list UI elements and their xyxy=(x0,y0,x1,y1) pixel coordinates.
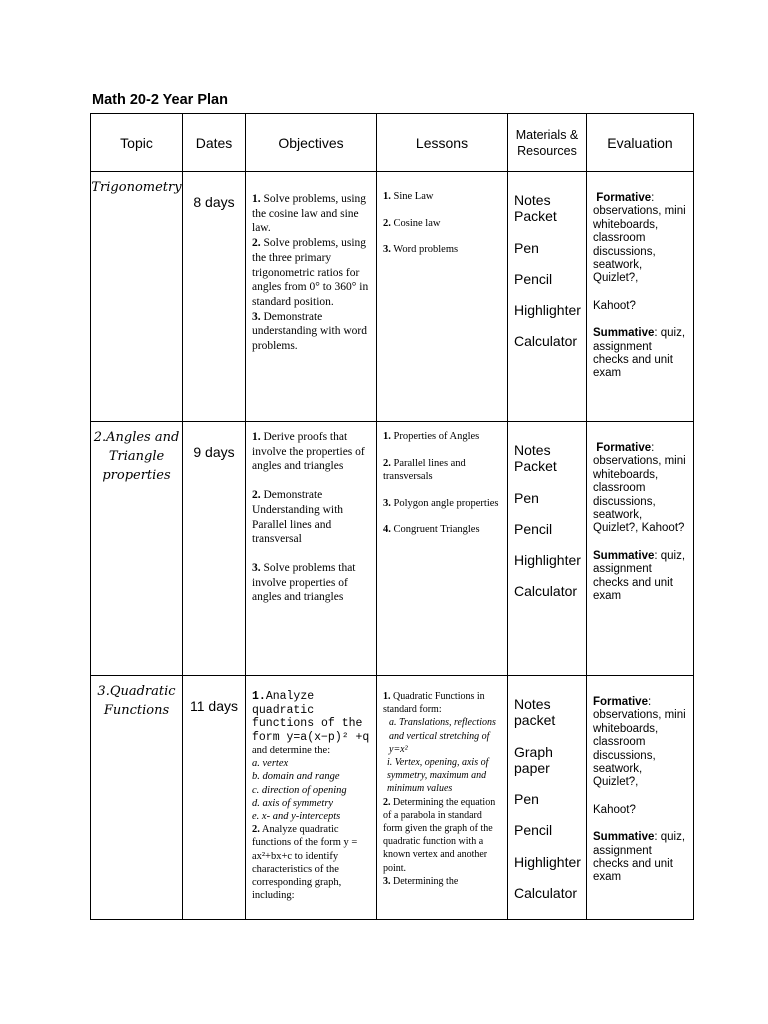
dates-cell: 8 days xyxy=(183,172,246,422)
dates-cell: 11 days xyxy=(183,676,246,920)
lesson-item: 1. Quadratic Functions in standard form: xyxy=(383,691,485,716)
summative-label: Summative xyxy=(593,327,655,340)
materials-cell xyxy=(508,172,587,422)
evaluation-cell xyxy=(587,172,694,422)
header-objectives: Objectives xyxy=(246,114,377,172)
objectives-cell: 1.Analyze quadratic functions of the form y=a(x−p)² +q and determine the: a. vertex b. domain and range c. direction of opening d. axis of symmetry e. x- and y-intercepts 2. Analyze quadratic functions of the form y = ax²+bx+c to identify characteristics of the corresponding graph, including: xyxy=(246,676,377,920)
formative-label: Formative xyxy=(596,192,652,204)
objective-item: 2. Analyze quadratic functions of the form y = ax²+bx+c to identify characteristics of the corresponding graph, including: xyxy=(252,824,358,902)
table-row xyxy=(91,676,694,920)
lesson-item: 4. Congruent Triangles xyxy=(383,524,480,535)
material-item: Pencil xyxy=(514,520,553,537)
objective-item: 2. Solve problems, using the three primary trigonometric ratios for angles from 0° to 360° in standard position. xyxy=(252,237,369,308)
evaluation-extra: Kahoot? xyxy=(593,299,636,312)
materials-cell xyxy=(508,676,587,920)
material-item: Highlighter xyxy=(514,302,581,319)
material-item: Calculator xyxy=(514,333,578,350)
evaluation-cell xyxy=(587,422,694,676)
materials-cell xyxy=(508,422,587,676)
objective-item: 3. Solve problems that involve properties of angles and triangles xyxy=(252,561,356,604)
material-item: Pen xyxy=(514,791,539,808)
evaluation-cell xyxy=(587,676,694,920)
summative-text: Summative: quiz, assignment checks and unit exam xyxy=(593,327,686,380)
topic-cell: 2.Angles and Triangle properties xyxy=(91,422,183,676)
header-evaluation: Evaluation xyxy=(587,114,694,172)
lessons-cell xyxy=(377,676,508,920)
header-materials-line-1: Materials & xyxy=(515,127,579,142)
lesson-item: 1. Properties of Angles xyxy=(383,431,480,442)
header-row xyxy=(91,114,694,172)
lesson-item: 3. Word problems xyxy=(383,244,459,255)
material-item: Notes packet xyxy=(514,696,556,729)
lesson-item: 3. Polygon angle properties xyxy=(383,497,499,509)
lesson-item: 2. Cosine law xyxy=(383,217,441,229)
year-plan-table xyxy=(90,113,694,920)
material-item: Pen xyxy=(514,239,539,256)
objectives-cell xyxy=(246,172,377,422)
material-item: Pen xyxy=(514,489,539,506)
formative-text: Formative: observations, mini whiteboards, classroom discussions, seatwork, Quizlet?, xyxy=(593,696,686,789)
material-item: Notes Packet xyxy=(514,442,557,475)
header-topic: Topic xyxy=(91,114,183,172)
lesson-item: 1. Sine Law xyxy=(383,191,434,202)
summative-text: Summative: quiz, assignment checks and unit exam xyxy=(593,549,686,603)
formative-text: Formative: observations, mini whiteboards, classroom discussions, seatwork, Quizlet?, Kahoot? xyxy=(593,442,686,535)
lessons-cell xyxy=(377,172,508,422)
summative-text: Summative: quiz, assignment checks and unit exam xyxy=(593,831,686,884)
formative-label: Formative xyxy=(596,442,652,454)
header-materials xyxy=(508,114,587,172)
objective-item: 1.Analyze quadratic functions of the form y=a(x−p)² +q xyxy=(252,690,370,744)
objectives-cell xyxy=(246,422,377,676)
objective-item: 2. Demonstrate Understanding with Parallel lines and transversal xyxy=(252,489,344,546)
lessons-cell xyxy=(377,422,508,676)
objective-item: 3. Demonstrate understanding with word problems. xyxy=(252,310,367,353)
lesson-subitem: i. Vertex, opening, axis of symmetry, maximum and minimum values xyxy=(387,757,489,795)
table-row xyxy=(91,422,694,676)
lesson-item: 3. Determining the xyxy=(383,875,459,887)
evaluation-extra: Kahoot? xyxy=(593,803,636,816)
material-item: Highlighter xyxy=(514,552,581,569)
lesson-item: 2. Parallel lines and transversals xyxy=(383,457,466,482)
topic-cell: Trigonometry xyxy=(91,172,183,422)
material-item: Pencil xyxy=(514,270,553,287)
summative-label: Summative xyxy=(593,831,655,844)
table-row xyxy=(91,172,694,422)
topic-cell: 3.Quadratic Functions xyxy=(91,676,183,920)
material-item: Graph paper xyxy=(514,743,553,776)
material-item: Pencil xyxy=(514,822,553,839)
lesson-item: 2. Determining the equation of a parabola in standard form given the graph of the quadratic function with a known vertex and another point. xyxy=(383,796,496,874)
header-materials-line-2: Resources xyxy=(517,143,577,158)
material-item: Calculator xyxy=(514,885,578,902)
material-item: Calculator xyxy=(514,583,578,600)
lesson-subitem: a. Translations, reflections and vertical stretching of y=x² xyxy=(389,717,496,755)
header-lessons: Lessons xyxy=(377,114,508,172)
summative-label: Summative xyxy=(593,549,655,562)
material-item: Highlighter xyxy=(514,853,581,870)
formative-text: Formative: observations, mini whiteboards, classroom discussions, seatwork, Quizlet?, xyxy=(593,192,686,285)
document-title: Math 20-2 Year Plan xyxy=(92,92,228,108)
header-dates: Dates xyxy=(183,114,246,172)
objective-item: 1. Solve problems, using the cosine law and sine law. xyxy=(252,193,367,235)
material-item: Notes Packet xyxy=(514,192,557,225)
dates-cell: 9 days xyxy=(183,422,246,676)
objective-item: 1. Derive proofs that involve the properties of angles and triangles xyxy=(252,431,365,473)
formative-label: Formative xyxy=(593,696,648,708)
